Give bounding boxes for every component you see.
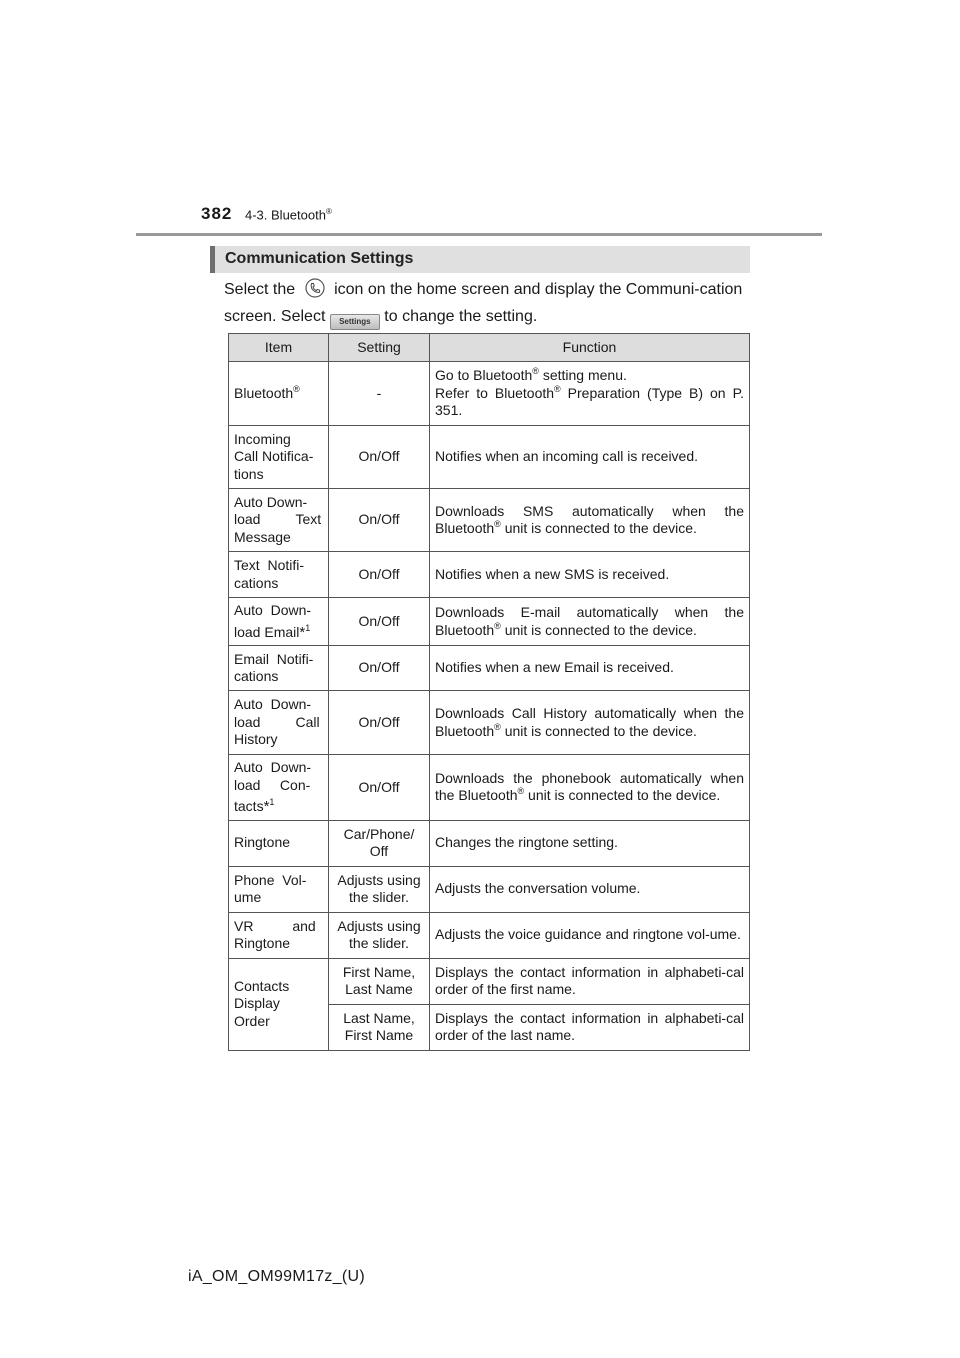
title-accent	[210, 246, 215, 273]
table-row	[229, 598, 750, 646]
row-function: Displays the contact information in alphabeti-cal order of the last name.	[430, 1004, 750, 1050]
table-row	[229, 820, 750, 866]
row-setting: On/Off	[329, 552, 430, 598]
table-row	[229, 489, 750, 552]
row-function: Adjusts the voice guidance and ringtone vol-ume.	[430, 912, 750, 958]
row-setting: On/Off	[329, 755, 430, 821]
row-function: Notifies when a new Email is received.	[430, 646, 750, 691]
row-item: Phone Vol- ume	[229, 866, 329, 912]
row-setting: Car/Phone/ Off	[329, 820, 430, 866]
row-function: Displays the contact information in alphabeti-cal order of the first name.	[430, 958, 750, 1004]
row-item: Incoming Call Notifica- tions	[229, 426, 329, 489]
table-row	[229, 426, 750, 489]
settings-table	[228, 333, 750, 1051]
row-setting: -	[329, 362, 430, 426]
registered-mark: ®	[325, 207, 332, 216]
header-function: Function	[430, 334, 750, 362]
header-setting: Setting	[329, 334, 430, 362]
phone-icon	[300, 278, 330, 305]
row-function: Downloads the phonebook automatically when the Bluetooth® unit is connected to the device.	[430, 755, 750, 821]
table-row	[229, 755, 750, 821]
section-title-bar	[210, 246, 750, 273]
section-title: Communication Settings	[225, 250, 414, 267]
page-number: 382	[201, 204, 233, 223]
intro-paragraph	[224, 278, 754, 330]
document-code: iA_OM_OM99M17z_(U)	[188, 1268, 366, 1285]
table-row	[229, 912, 750, 958]
row-item: VR and Ringtone	[229, 912, 329, 958]
section-label: 4-3. Bluetooth	[245, 207, 326, 223]
row-item: Ringtone	[229, 820, 329, 866]
row-item: Auto Down- load Con- tacts*$^1$	[229, 755, 329, 821]
intro-text-2: icon on the home screen and display the Communi-cation screen. Select	[224, 281, 743, 325]
row-function: Downloads E-mail automatically when the Bluetooth® unit is connected to the device.	[430, 598, 750, 646]
row-item: Auto Down- load Call History	[229, 691, 329, 755]
table-header-row	[229, 334, 750, 362]
row-function: Downloads Call History automatically when the Bluetooth® unit is connected to the device.	[430, 691, 750, 755]
row-item: Auto Down- load Email*$^1$	[229, 598, 329, 646]
row-setting: Adjusts using the slider.	[329, 912, 430, 958]
header-rule	[136, 233, 822, 236]
row-setting: On/Off	[329, 646, 430, 691]
row-setting: On/Off	[329, 598, 430, 646]
settings-button: Settings	[330, 314, 380, 330]
row-item: Contacts Display Order	[229, 958, 329, 1050]
table-row	[229, 552, 750, 598]
row-item: Email Notifi- cations	[229, 646, 329, 691]
row-setting: Adjusts using the slider.	[329, 866, 430, 912]
table-row	[229, 958, 750, 1004]
row-setting: Last Name, First Name	[329, 1004, 430, 1050]
row-function: Notifies when a new SMS is received.	[430, 552, 750, 598]
intro-text-3: to change the setting.	[384, 308, 538, 325]
row-setting: First Name, Last Name	[329, 958, 430, 1004]
row-function: Notifies when an incoming call is received.	[430, 426, 750, 489]
row-function: Downloads SMS automatically when the Bluetooth® unit is connected to the device.	[430, 489, 750, 552]
table-row	[229, 866, 750, 912]
row-item: Bluetooth®	[229, 362, 329, 426]
row-function: Adjusts the conversation volume.	[430, 866, 750, 912]
row-setting: On/Off	[329, 426, 430, 489]
table-row	[229, 362, 750, 426]
row-function: Go to Bluetooth® setting menu. Refer to Bluetooth® Preparation (Type B) on P. 351.	[430, 362, 750, 426]
table-row	[229, 691, 750, 755]
intro-text-1: Select the	[224, 281, 296, 298]
row-setting: On/Off	[329, 489, 430, 552]
table-row	[229, 646, 750, 691]
row-item: Text Notifi- cations	[229, 552, 329, 598]
section-heading	[245, 207, 332, 222]
header-item: Item	[229, 334, 329, 362]
row-function: Changes the ringtone setting.	[430, 820, 750, 866]
row-setting: On/Off	[329, 691, 430, 755]
row-item: Auto Down- load Text Message	[229, 489, 329, 552]
